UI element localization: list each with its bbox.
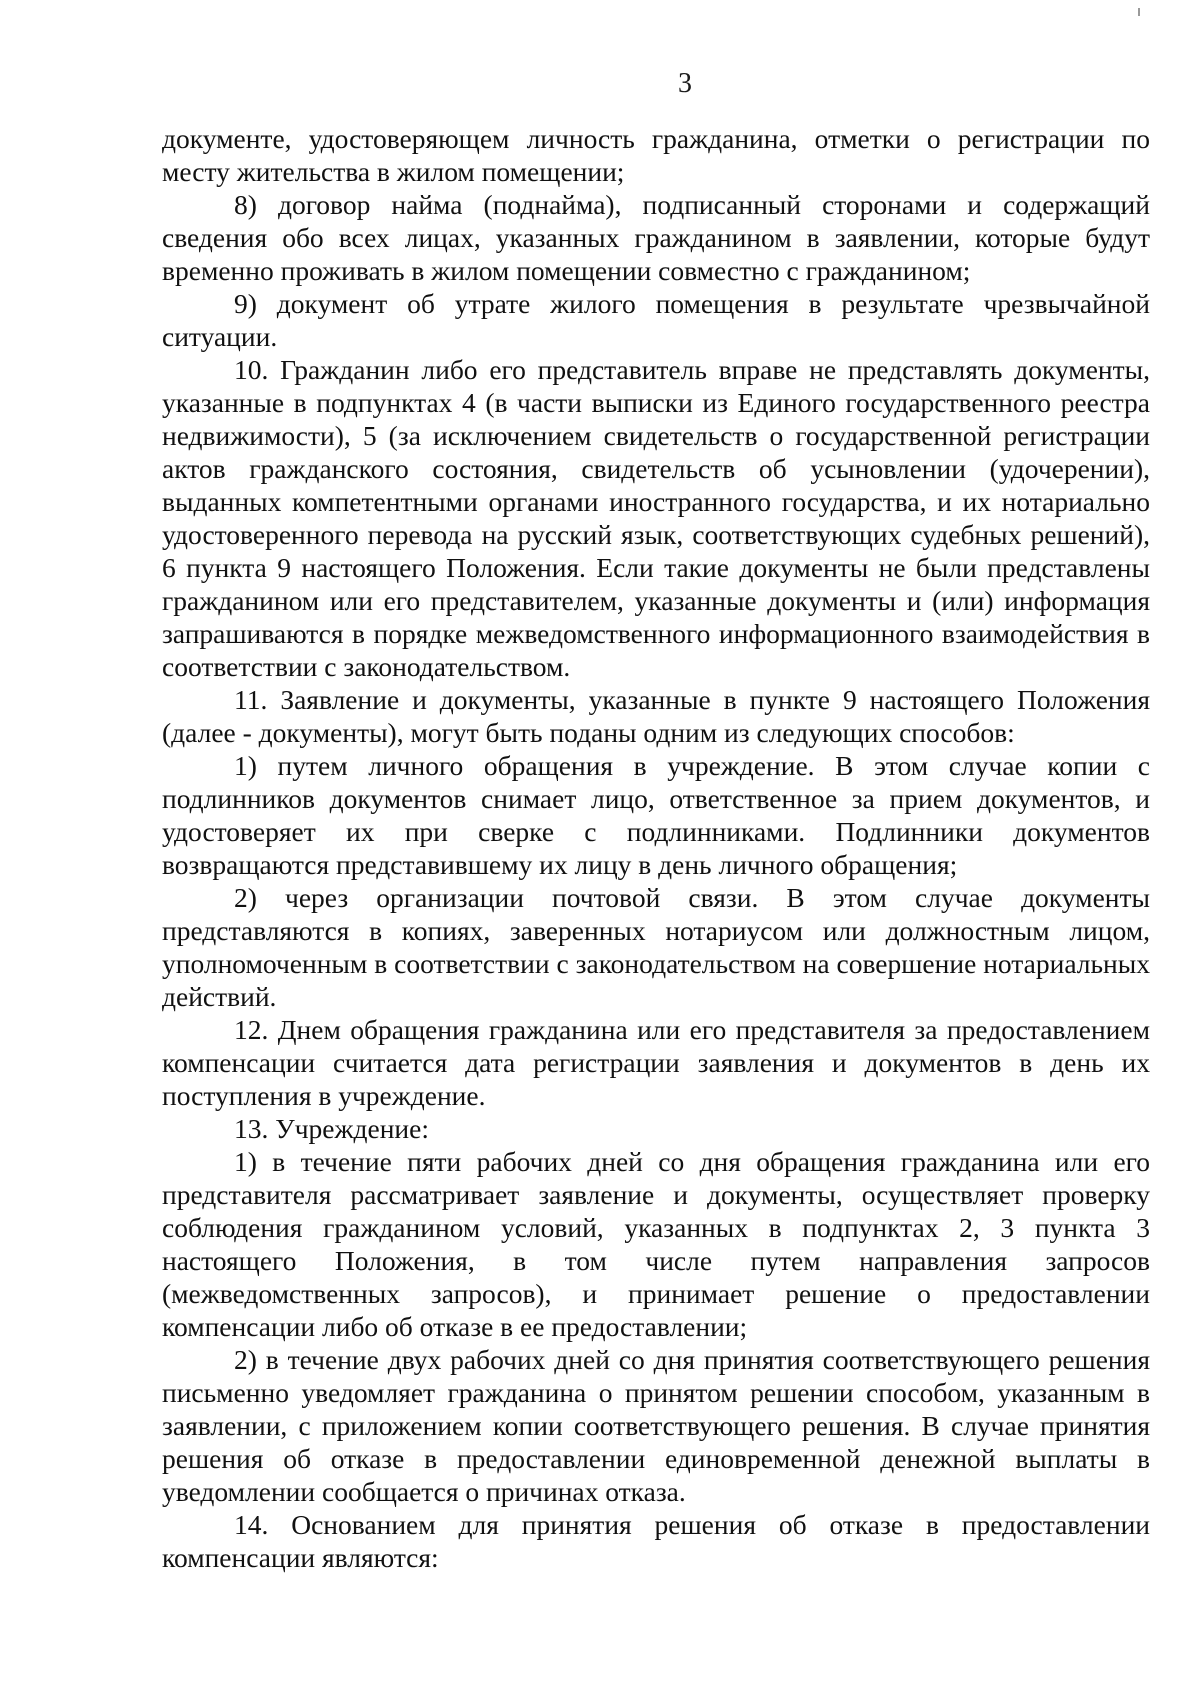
paragraph-clause-13-item-1: 1) в течение пяти рабочих дней со дня обращения гражданина или его представителя рассматривает заявление и документы, осуществляет проверку соблюдения гражданином условий, указанных в подпунктах 2, 3 пункта 3 настоящего Положения, в том числе путем направления запросов (межведомственных запросов), и принимает решение о предоставлении компенсации либо об отказе в ее предоставлении; xyxy=(162,1146,1150,1342)
paragraph-clause-12: 12. Днем обращения гражданина или его представителя за предоставлением компенсации считается дата регистрации заявления и документов в день их поступления в учреждение. xyxy=(162,1014,1150,1111)
paragraph-clause-10: 10. Гражданин либо его представитель вправе не представлять документы, указанные в подпунктах 4 (в части выписки из Единого государственного реестра недвижимости), 5 (за исключением свидетельств о государственной регистрации актов гражданского состояния, свидетельств об усыновлении (удочерении), выданных компетентными органами иностранного государства, и их нотариально удостоверенного перевода на русский язык, соответствующих судебных решений), 6 пункта 9 настоящего Положения. Если такие документы не были представлены гражданином или его представителем, указанные документы и (или) информация запрашиваются в порядке межведомственного информационного взаимодействия в соответствии с законодательством. xyxy=(162,354,1150,682)
paragraph-continuation: документе, удостоверяющем личность гражданина, отметки о регистрации по месту жительства в жилом помещении; xyxy=(162,123,1150,187)
paragraph-clause-13: 13. Учреждение: xyxy=(234,1113,429,1144)
paragraph-item-9: 9) документ об утрате жилого помещения в результате чрезвычайной ситуации. xyxy=(162,288,1150,352)
paragraph-item-8: 8) договор найма (поднайма), подписанный сторонами и содержащий сведения обо всех лицах, указанных гражданином в заявлении, которые будут временно проживать в жилом помещении совместно с гражданином; xyxy=(162,189,1150,286)
page-number: 3 xyxy=(678,68,692,99)
paragraph-clause-11: 11. Заявление и документы, указанные в пункте 9 настоящего Положения (далее - документы), могут быть поданы одним из следующих способов: xyxy=(162,684,1150,748)
paragraph-clause-11-item-1: 1) путем личного обращения в учреждение. В этом случае копии с подлинников документов снимает лицо, ответственное за прием документов, и удостоверяет их при сверке с подлинниками. Подлинники документов возвращаются представившему их лицу в день личного обращения; xyxy=(162,750,1150,880)
paragraph-clause-13-item-2: 2) в течение двух рабочих дней со дня принятия соответствующего решения письменно уведомляет гражданина о принятом решении способом, указанным в заявлении, с приложением копии соответствующего решения. В случае принятия решения об отказе в предоставлении единовременной денежной выплаты в уведомлении сообщается о причинах отказа. xyxy=(162,1344,1150,1507)
scan-mark xyxy=(1138,8,1140,16)
paragraph-clause-14: 14. Основанием для принятия решения об отказе в предоставлении компенсации являются: xyxy=(162,1509,1150,1573)
paragraph-clause-11-item-2: 2) через организации почтовой связи. В этом случае документы представляются в копиях, заверенных нотариусом или должностным лицом, уполномоченным в соответствии с законодательством на совершение нотариальных действий. xyxy=(162,882,1150,1012)
document-body xyxy=(162,122,1150,1574)
